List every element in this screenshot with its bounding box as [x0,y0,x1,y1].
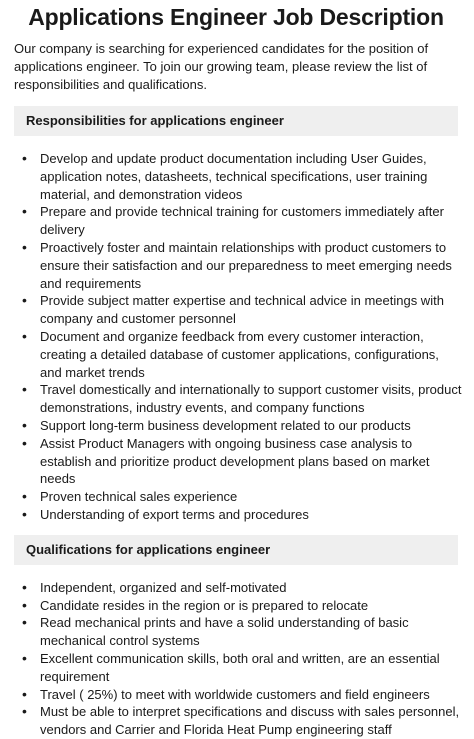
list-item-text: Proven technical sales experience [40,489,238,505]
list-item [14,417,464,435]
list-item [14,579,464,597]
list-item [14,488,464,506]
list-item-text: Travel domestically and internationally to support customer visits, product demonstrations, industry events, and company functions [40,382,462,416]
list-item-text: Proactively foster and maintain relationships with product customers to ensure their satisfaction and our preparedness to meet emerging needs and requirements [40,239,452,291]
list-item-text: Understanding of export terms and procedures [40,506,309,522]
list-item-text: Prepare and provide technical training for customers immediately after delivery [40,204,444,238]
list-item-text: Document and organize feedback from every customer interaction, creating a detailed database of customer applications, configurations, and market trends [40,328,439,380]
list-item [14,614,464,650]
bullet-icon: • [22,327,27,344]
list-item [14,703,464,739]
bullet-icon: • [22,488,27,505]
qualifications-heading: Qualifications for applications engineer [14,535,458,565]
list-item [14,239,464,292]
list-item-text: Travel ( 25%) to meet with worldwide customers and field engineers [40,686,430,702]
bullet-icon: • [22,416,27,433]
qualifications-list [14,579,458,739]
bullet-icon: • [22,381,27,398]
list-item [14,650,464,686]
list-item [14,292,464,328]
list-item [14,203,464,239]
list-item [14,150,464,203]
bullet-icon: • [22,614,27,631]
list-item [14,686,464,704]
bullet-icon: • [22,685,27,702]
list-item [14,435,464,488]
bullet-icon: • [22,150,27,166]
list-item-text: Assist Product Managers with ongoing business case analysis to establish and prioritize product development plans based on market needs [40,435,430,487]
list-item-text: Must be able to interpret specifications and discuss with sales personnel, vendors and Carrier and Florida Heat Pump engineering staff [40,704,460,738]
list-item-text: Support long-term business development related to our products [40,417,411,433]
bullet-icon: • [22,505,27,522]
list-item-text: Candidate resides in the region or is prepared to relocate [40,597,369,613]
bullet-icon: • [22,703,27,720]
bullet-icon: • [22,649,27,666]
responsibilities-heading: Responsibilities for applications engineer [14,106,458,136]
bullet-icon: • [22,203,27,220]
list-item-text: Excellent communication skills, both oral and written, are an essential requirement [40,650,440,684]
page-title: Applications Engineer Job Description [28,4,444,30]
list-item-text: Independent, organized and self-motivated [40,579,287,595]
list-item-text: Read mechanical prints and have a solid understanding of basic mechanical control systems [40,615,409,649]
bullet-icon: • [22,596,27,613]
list-item [14,328,464,381]
list-item-text: Develop and update product documentation including User Guides, application notes, datasheets, technical specifications, user training material, and demonstration videos [40,151,428,202]
list-item [14,381,464,417]
list-item [14,597,464,615]
bullet-icon: • [22,434,27,451]
bullet-icon: • [22,578,27,595]
responsibilities-list [14,150,462,524]
bullet-icon: • [22,238,27,255]
list-item-text: Provide subject matter expertise and technical advice in meetings with company and customer personnel [40,293,444,327]
intro-paragraph: Our company is searching for experienced candidates for the position of applications engineer. To join our growing team, please review the list of responsibilities and qualifications. [14,41,429,92]
list-item [14,506,464,524]
bullet-icon: • [22,292,27,309]
